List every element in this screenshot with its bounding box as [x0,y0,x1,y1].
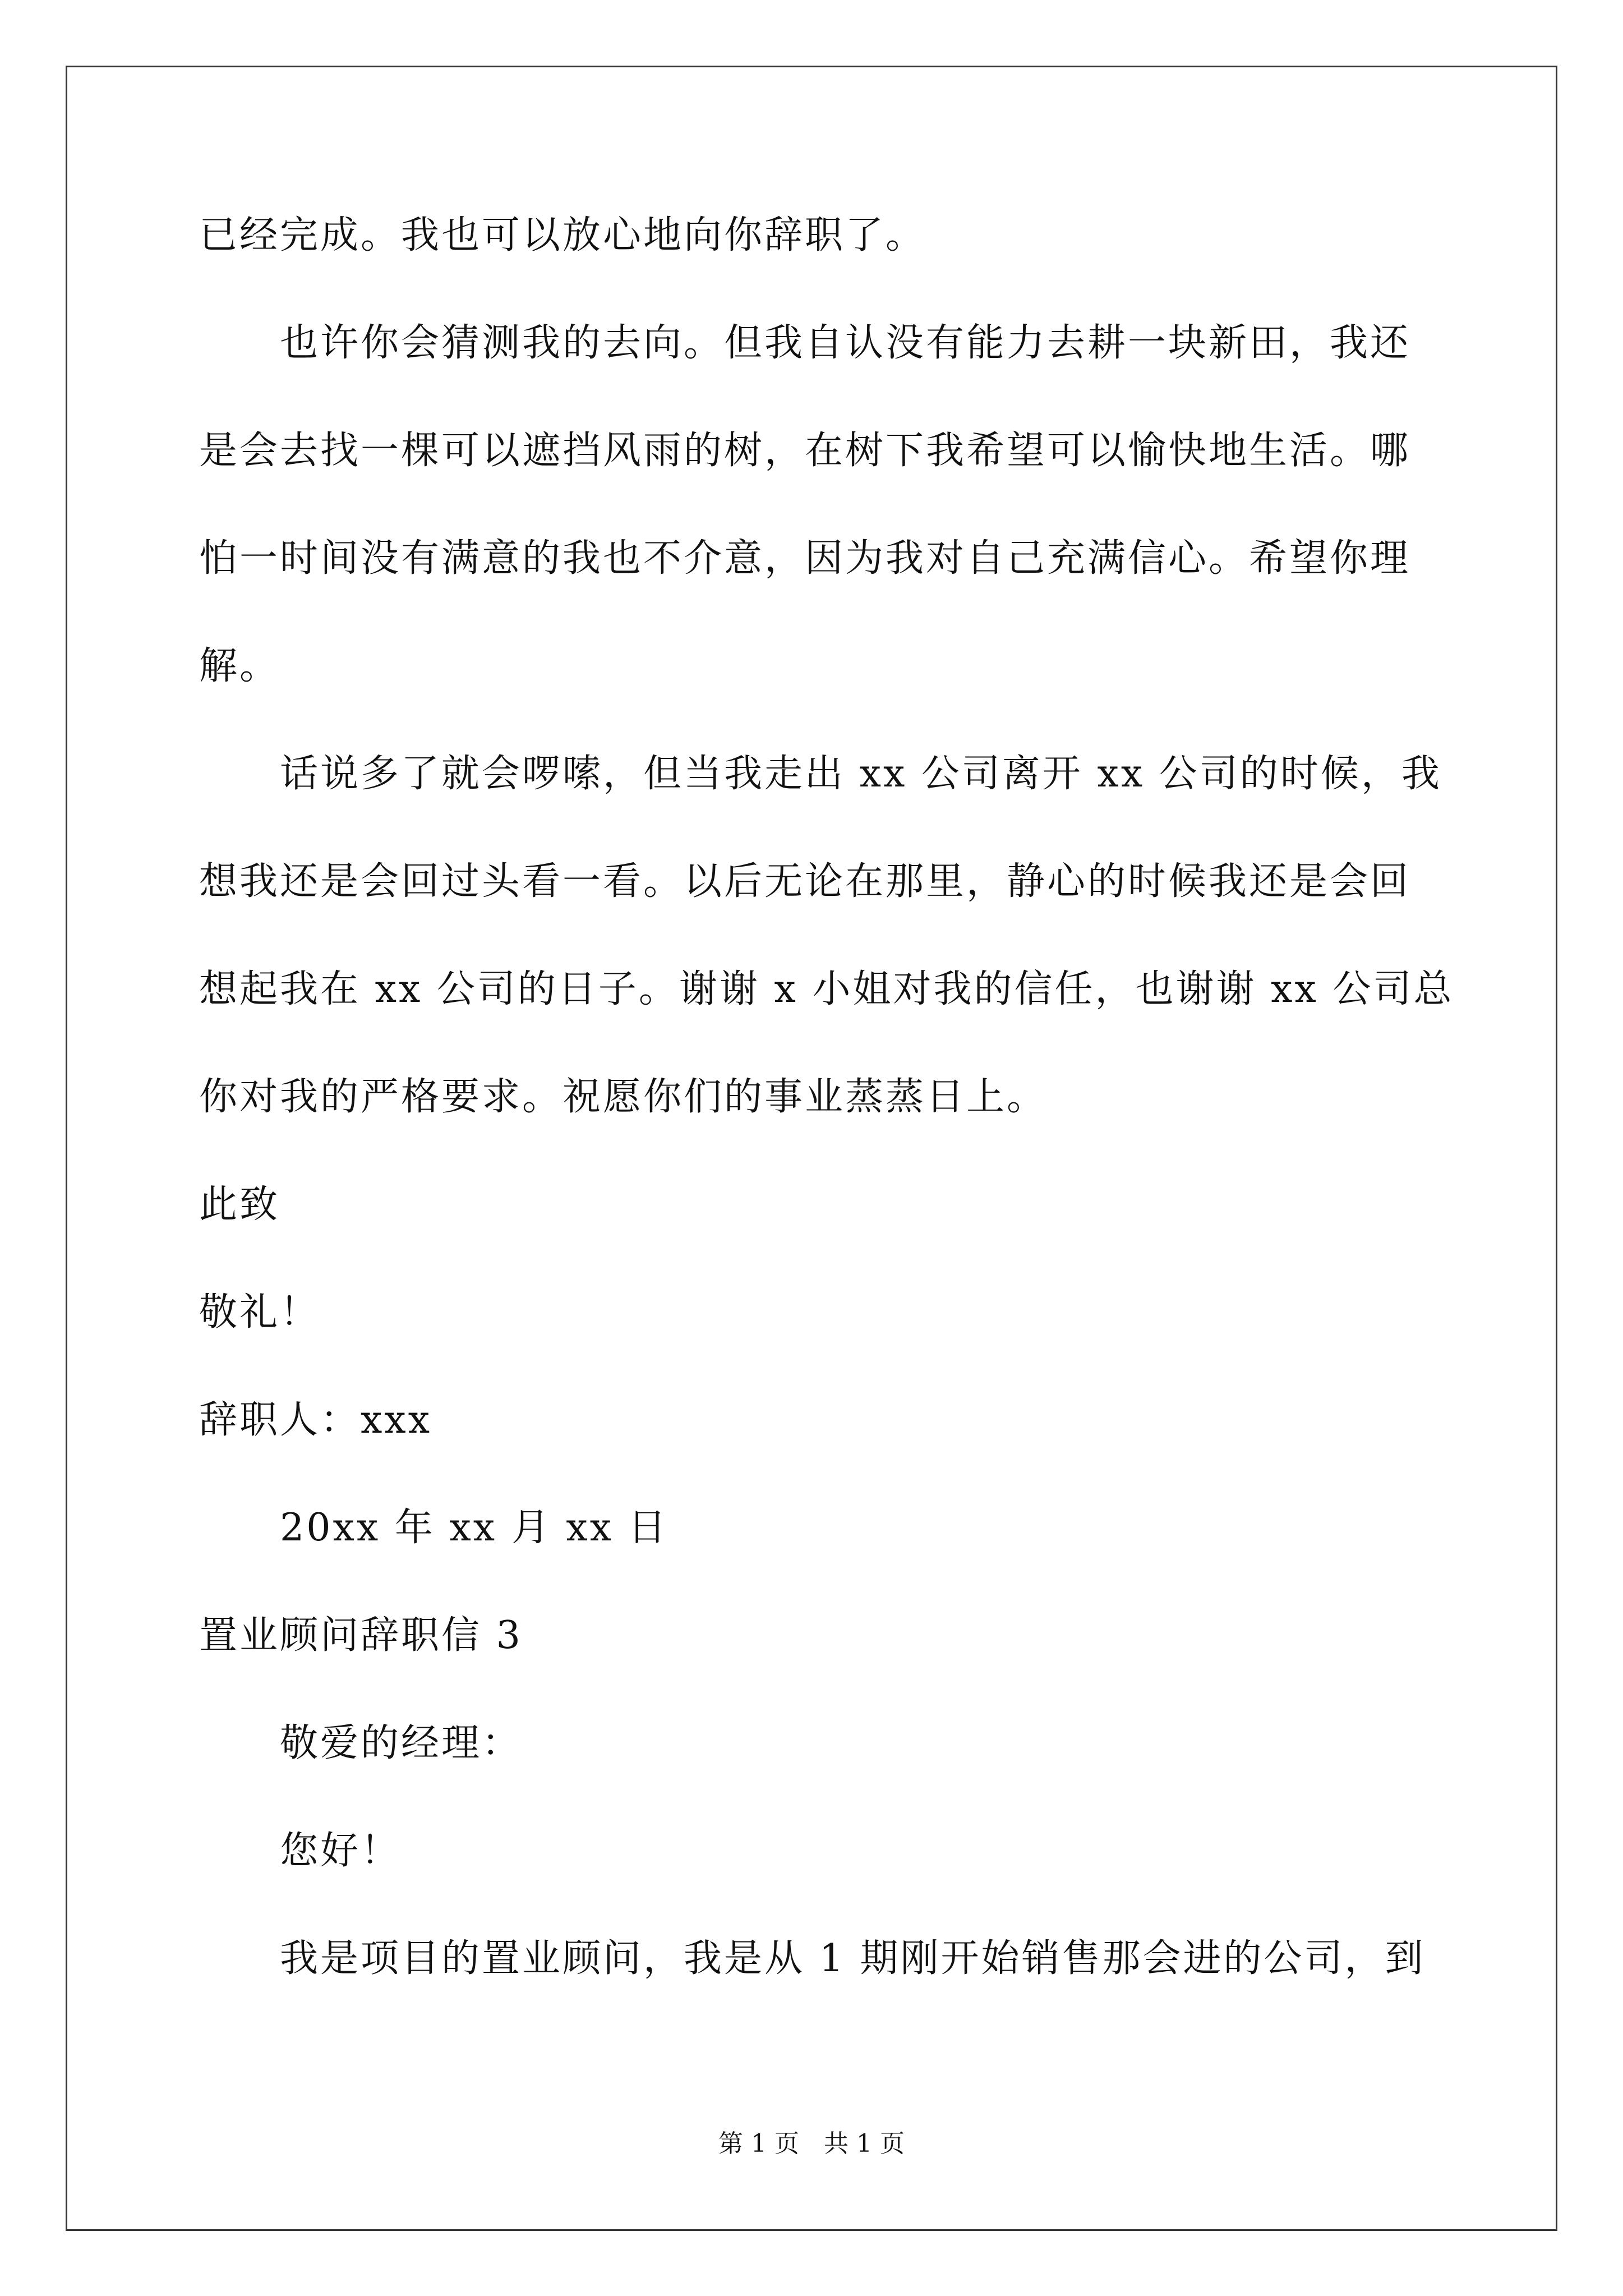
section-title: 置业顾问辞职信 3 [199,1613,523,1658]
paragraph-line: 已经完成。我也可以放心地向你辞职了。 [199,213,926,257]
date-line: 20xx 年 xx 月 xx 日 [280,1506,668,1550]
salutation-line: 敬礼！ [199,1290,321,1335]
paragraph-line: 我是项目的置业顾问，我是从 1 期刚开始销售那会进的公司，到 [280,1936,1426,1981]
greeting-line: 您好！ [280,1829,402,1873]
greeting-line: 敬爱的经理： [280,1721,523,1765]
paragraph-line: 也许你会猜测我的去向。但我自认没有能力去耕一块新田，我还 [280,321,1411,365]
page-number-footer: 第 1 页 共 1 页 [718,2129,905,2158]
paragraph-line: 是会去找一棵可以遮挡风雨的树，在树下我希望可以愉快地生活。哪 [199,429,1411,473]
paragraph-line: 话说多了就会啰嗦，但当我走出 xx 公司离开 xx 公司的时候，我 [280,752,1442,796]
paragraph-line: 解。 [199,644,280,688]
paragraph-line: 你对我的严格要求。祝愿你们的事业蒸蒸日上。 [199,1075,1048,1119]
paragraph-line: 想我还是会回过头看一看。以后无论在那里，静心的时候我还是会回 [199,859,1411,904]
signature-line: 辞职人：xxx [199,1398,432,1442]
paragraph-line: 想起我在 xx 公司的日子。谢谢 x 小姐对我的信任，也谢谢 xx 公司总 [199,967,1454,1011]
closing-line: 此致 [199,1182,280,1227]
paragraph-line: 怕一时间没有满意的我也不介意，因为我对自己充满信心。希望你理 [199,536,1411,581]
page-border [66,66,1557,2231]
